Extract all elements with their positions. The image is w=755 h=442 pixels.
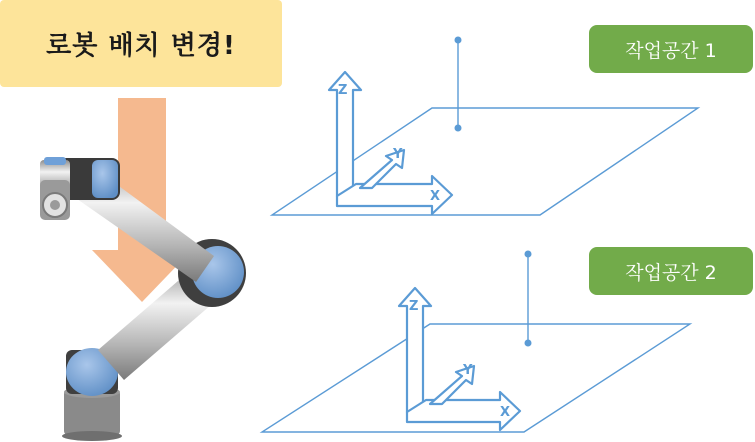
workspace-2-label	[589, 247, 753, 295]
ws1-y-label: Y	[393, 147, 403, 162]
ws2-z-label: Z	[409, 299, 419, 314]
workspace-2-label-text: 작업공간 2	[625, 261, 717, 284]
ws1-z-label: Z	[338, 83, 348, 98]
ws2-y-label: Y	[463, 363, 473, 378]
ws2-x-label: X	[500, 405, 511, 420]
title-text: 로봇 배치 변경!	[46, 31, 236, 61]
ws1-x-label: X	[430, 189, 441, 204]
workspace-1-label	[589, 25, 753, 73]
workspace-1-label-text: 작업공간 1	[625, 39, 717, 62]
